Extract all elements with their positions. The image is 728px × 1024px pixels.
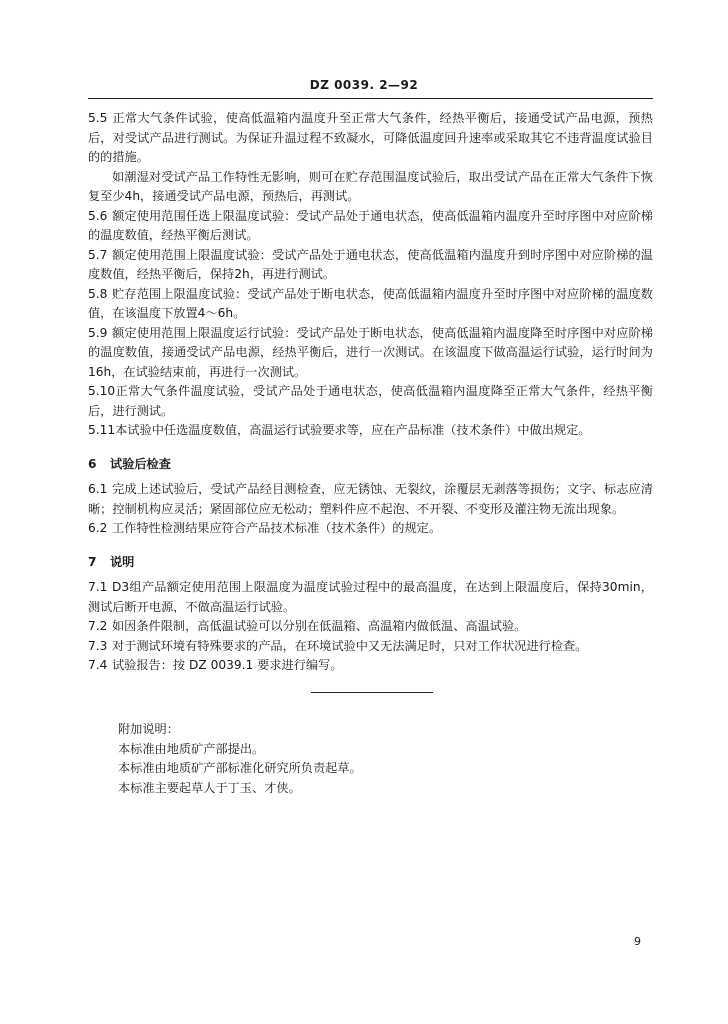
clause-text: 工作特性检测结果应符合产品技术标准（技术条件）的规定。 xyxy=(112,521,442,535)
clause-text: 说明 xyxy=(110,554,135,569)
clause-paragraph xyxy=(88,421,653,441)
clause-text: 正常大气条件试验，使高低温箱内温度升至正常大气条件，经热平衡后，接通受试产品电源，预热后，对受试产品进行测试。为保证升温过程不致凝水，可降低温度回升速率或采取其它不违背温度试验目的的措施。 xyxy=(88,111,653,164)
clause-text: 额定使用范围任选上限温度试验：受试产品处于通电状态，使高低温箱内温度升至时序图中对应阶梯的温度数值，经热平衡后测试。 xyxy=(88,208,653,242)
clause-number: 7.4 xyxy=(88,658,108,672)
document-body xyxy=(88,109,653,676)
clause-text: 正常大气条件温度试验，受试产品处于通电状态，使高低温箱内温度降至正常大气条件，经热平衡后，进行测试。 xyxy=(88,384,653,418)
clause-paragraph xyxy=(88,109,653,168)
clause-paragraph xyxy=(88,656,653,676)
notes-line: 本标准主要起草人于丁玉、才侠。 xyxy=(118,780,301,795)
clause-number: 6.1 xyxy=(88,482,108,496)
clause-paragraph xyxy=(88,578,653,617)
notes-line: 本标准由地质矿产部提出。 xyxy=(118,741,265,756)
clause-paragraph xyxy=(88,285,653,324)
clause-number: 7.2 xyxy=(88,619,108,633)
clause-text: 试验报告：按 DZ 0039.1 要求进行编写。 xyxy=(112,658,343,672)
clause-text: 本试验中任选温度数值，高温运行试验要求等，应在产品标准（技术条件）中做出规定。 xyxy=(115,423,591,437)
clause-number: 5.11 xyxy=(88,423,116,437)
clause-paragraph xyxy=(88,207,653,246)
clause-text: D3组产品额定使用范围上限温度为温度试验过程中的最高温度，在达到上限温度后，保持30min，测试后断开电源，不做高温运行试验。 xyxy=(88,580,653,614)
clause-number: 5.6 xyxy=(88,208,108,223)
clause-number: 7 xyxy=(88,554,97,569)
clause-text: 试验后检查 xyxy=(110,456,171,471)
clause-paragraph xyxy=(88,637,653,657)
clause-text: 完成上述试验后，受试产品经目测检查，应无锈蚀、无裂纹，涂覆层无剥落等损伤；文字、标志应清晰；控制机构应灵活；紧固部位应无松动；塑料件应不起泡、不开裂、不变形及灌注物无流出现象。 xyxy=(88,482,653,516)
document-code: DZ 0039. 2—92 xyxy=(309,78,419,92)
clause-number: 5.8 xyxy=(88,286,108,301)
clause-text: 额定使用范围上限温度试验：受试产品处于通电状态，使高低温箱内温度升到时序图中对应阶梯的温度数值，经热平衡后，保持2h，再进行测试。 xyxy=(88,247,653,281)
clause-paragraph xyxy=(88,382,653,421)
clause-number: 5.7 xyxy=(88,247,108,262)
additional-notes xyxy=(118,720,598,798)
clause-number: 5.5 xyxy=(88,111,108,125)
clause-paragraph xyxy=(88,519,653,539)
clause-number: 7.1 xyxy=(88,580,108,594)
clause-number: 5.9 xyxy=(88,325,108,340)
notes-line: 本标准由地质矿产部标准化研究所负责起草。 xyxy=(118,761,362,775)
clause-paragraph xyxy=(88,617,653,637)
clause-text: 额定使用范围上限温度运行试验：受试产品处于断电状态，使高低温箱内温度降至时序图中对应阶梯的温度数值，接通受试产品电源，经热平衡后，进行一次测试。在该温度下做高温运行试验，运行时间为16h，在试验结束前，再进行一次测试。 xyxy=(88,325,653,379)
clause-number: 6 xyxy=(88,456,97,471)
clause-text: 贮存范围上限温度试验：受试产品处于断电状态，使高低温箱内温度升至时序图中对应阶梯的温度数值，在该温度下放置4～6h。 xyxy=(88,286,653,320)
clause-paragraph xyxy=(88,480,653,519)
section-heading xyxy=(88,553,653,573)
clause-paragraph xyxy=(88,324,653,383)
section-heading xyxy=(88,455,653,475)
separator-rule xyxy=(311,692,433,693)
notes-title: 附加说明： xyxy=(118,722,179,736)
clause-text: 如潮湿对受试产品工作特性无影响，则可在贮存范围温度试验后，取出受试产品在正常大气条件下恢复至少4h，接通受试产品电源，预热后，再测试。 xyxy=(88,169,653,203)
clause-paragraph xyxy=(88,168,653,207)
page-number: 9 xyxy=(634,935,641,948)
clause-paragraph xyxy=(88,246,653,285)
clause-number: 5.10 xyxy=(88,384,116,398)
header-rule xyxy=(88,98,653,99)
clause-text: 如因条件限制，高低温试验可以分别在低温箱、高温箱内做低温、高温试验。 xyxy=(112,619,527,633)
clause-number: 6.2 xyxy=(88,521,108,535)
clause-number: 7.3 xyxy=(88,638,108,653)
clause-text: 对于测试环境有特殊要求的产品，在环境试验中又无法满足时，只对工作状况进行检查。 xyxy=(112,638,588,653)
